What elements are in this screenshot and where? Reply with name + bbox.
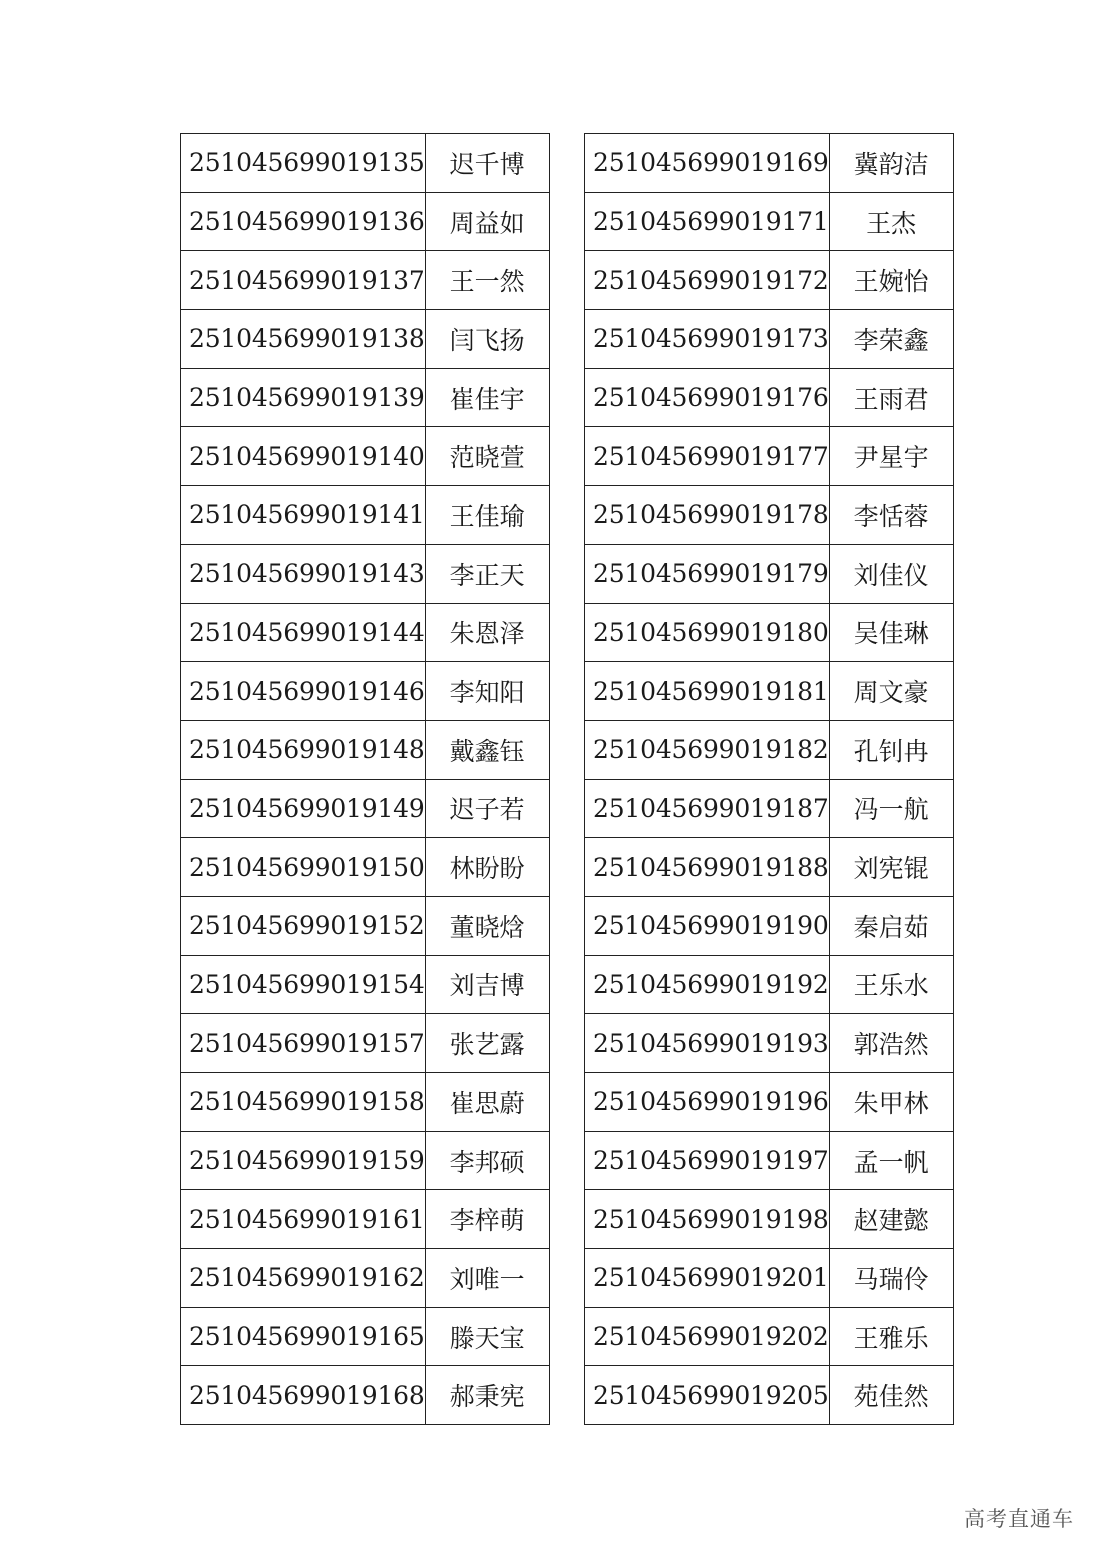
candidate-id-cell: 251045699019135 <box>181 134 426 193</box>
candidate-id-cell: 251045699019138 <box>181 310 426 369</box>
candidate-name-cell: 郭浩然 <box>829 1014 953 1073</box>
candidate-name-cell: 李邦硕 <box>425 1131 549 1190</box>
candidate-name-cell: 王佳瑜 <box>425 486 549 545</box>
candidate-name-cell: 崔思蔚 <box>425 1073 549 1132</box>
table-row <box>181 1307 550 1366</box>
candidate-id-cell: 251045699019202 <box>585 1307 830 1366</box>
candidate-name-cell: 王雨君 <box>829 368 953 427</box>
table-row <box>181 955 550 1014</box>
table-row <box>181 662 550 721</box>
candidate-id-cell: 251045699019169 <box>585 134 830 193</box>
table-row <box>181 486 550 545</box>
candidate-name-cell: 林盼盼 <box>425 838 549 897</box>
candidate-name-cell: 刘唯一 <box>425 1249 549 1308</box>
candidate-id-cell: 251045699019159 <box>181 1131 426 1190</box>
candidate-name-cell: 朱甲林 <box>829 1073 953 1132</box>
candidate-id-cell: 251045699019162 <box>181 1249 426 1308</box>
candidate-id-cell: 251045699019154 <box>181 955 426 1014</box>
candidate-name-cell: 马瑞伶 <box>829 1249 953 1308</box>
table-row <box>585 486 954 545</box>
candidate-id-cell: 251045699019146 <box>181 662 426 721</box>
table-row <box>585 1366 954 1425</box>
candidate-id-cell: 251045699019140 <box>181 427 426 486</box>
candidate-name-cell: 尹星宇 <box>829 427 953 486</box>
table-row <box>181 1190 550 1249</box>
candidate-id-cell: 251045699019136 <box>181 192 426 251</box>
watermark-text: 高考直通车 <box>964 1507 1074 1531</box>
candidate-name-cell: 周文豪 <box>829 662 953 721</box>
table-row <box>181 603 550 662</box>
table-row <box>585 662 954 721</box>
table-row <box>585 192 954 251</box>
candidate-name-cell: 迟子若 <box>425 779 549 838</box>
table-row <box>585 1073 954 1132</box>
candidate-id-cell: 251045699019201 <box>585 1249 830 1308</box>
table-row <box>181 1366 550 1425</box>
roster-table-left <box>180 133 550 1425</box>
candidate-id-cell: 251045699019193 <box>585 1014 830 1073</box>
candidate-id-cell: 251045699019173 <box>585 310 830 369</box>
table-row <box>181 192 550 251</box>
candidate-id-cell: 251045699019205 <box>585 1366 830 1425</box>
table-row <box>181 427 550 486</box>
candidate-name-cell: 朱恩泽 <box>425 603 549 662</box>
table-row <box>181 720 550 779</box>
table-row <box>585 955 954 1014</box>
candidate-name-cell: 孟一帆 <box>829 1131 953 1190</box>
candidate-name-cell: 李荣鑫 <box>829 310 953 369</box>
candidate-id-cell: 251045699019198 <box>585 1190 830 1249</box>
roster-table-right-body <box>585 134 954 1425</box>
candidate-id-cell: 251045699019165 <box>181 1307 426 1366</box>
candidate-id-cell: 251045699019161 <box>181 1190 426 1249</box>
candidate-id-cell: 251045699019196 <box>585 1073 830 1132</box>
table-row <box>181 368 550 427</box>
candidate-id-cell: 251045699019180 <box>585 603 830 662</box>
candidate-name-cell: 张艺露 <box>425 1014 549 1073</box>
candidate-id-cell: 251045699019137 <box>181 251 426 310</box>
candidate-name-cell: 吴佳琳 <box>829 603 953 662</box>
candidate-name-cell: 滕天宝 <box>425 1307 549 1366</box>
roster-table-right <box>584 133 954 1425</box>
candidate-id-cell: 251045699019171 <box>585 192 830 251</box>
candidate-name-cell: 范晓萱 <box>425 427 549 486</box>
table-row <box>585 368 954 427</box>
roster-table-left-body <box>181 134 550 1425</box>
candidate-id-cell: 251045699019168 <box>181 1366 426 1425</box>
table-row <box>181 1014 550 1073</box>
candidate-name-cell: 王一然 <box>425 251 549 310</box>
candidate-name-cell: 苑佳然 <box>829 1366 953 1425</box>
table-row <box>181 1249 550 1308</box>
table-row <box>585 1249 954 1308</box>
table-row <box>181 544 550 603</box>
candidate-name-cell: 冀韵洁 <box>829 134 953 193</box>
table-row <box>585 779 954 838</box>
table-row <box>585 838 954 897</box>
table-row <box>181 134 550 193</box>
table-row <box>585 1131 954 1190</box>
candidate-id-cell: 251045699019178 <box>585 486 830 545</box>
candidate-name-cell: 董晓焓 <box>425 896 549 955</box>
table-row <box>585 720 954 779</box>
table-row <box>181 779 550 838</box>
table-row <box>585 427 954 486</box>
candidate-id-cell: 251045699019181 <box>585 662 830 721</box>
table-row <box>585 251 954 310</box>
table-row <box>181 310 550 369</box>
candidate-id-cell: 251045699019143 <box>181 544 426 603</box>
table-row <box>181 1131 550 1190</box>
candidate-id-cell: 251045699019177 <box>585 427 830 486</box>
candidate-name-cell: 郝秉宪 <box>425 1366 549 1425</box>
candidate-name-cell: 王婉怡 <box>829 251 953 310</box>
candidate-id-cell: 251045699019197 <box>585 1131 830 1190</box>
candidate-id-cell: 251045699019144 <box>181 603 426 662</box>
table-row <box>181 896 550 955</box>
table-row <box>585 1014 954 1073</box>
candidate-id-cell: 251045699019157 <box>181 1014 426 1073</box>
table-row <box>585 310 954 369</box>
candidate-name-cell: 周益如 <box>425 192 549 251</box>
table-row <box>585 1190 954 1249</box>
candidate-id-cell: 251045699019190 <box>585 896 830 955</box>
candidate-name-cell: 秦启茹 <box>829 896 953 955</box>
candidate-name-cell: 孔钊冉 <box>829 720 953 779</box>
candidate-id-cell: 251045699019149 <box>181 779 426 838</box>
candidate-name-cell: 刘宪锟 <box>829 838 953 897</box>
candidate-name-cell: 李正天 <box>425 544 549 603</box>
table-row <box>585 134 954 193</box>
table-row <box>181 838 550 897</box>
candidate-id-cell: 251045699019141 <box>181 486 426 545</box>
table-row <box>181 1073 550 1132</box>
candidate-name-cell: 崔佳宇 <box>425 368 549 427</box>
candidate-name-cell: 王杰 <box>829 192 953 251</box>
table-row <box>181 251 550 310</box>
candidate-name-cell: 冯一航 <box>829 779 953 838</box>
table-row <box>585 896 954 955</box>
table-row <box>585 544 954 603</box>
candidate-id-cell: 251045699019188 <box>585 838 830 897</box>
candidate-id-cell: 251045699019172 <box>585 251 830 310</box>
candidate-id-cell: 251045699019148 <box>181 720 426 779</box>
candidate-name-cell: 戴鑫钰 <box>425 720 549 779</box>
candidate-id-cell: 251045699019179 <box>585 544 830 603</box>
candidate-id-cell: 251045699019150 <box>181 838 426 897</box>
candidate-name-cell: 迟千博 <box>425 134 549 193</box>
candidate-name-cell: 李恬蓉 <box>829 486 953 545</box>
candidate-id-cell: 251045699019139 <box>181 368 426 427</box>
candidate-name-cell: 刘吉博 <box>425 955 549 1014</box>
candidate-name-cell: 王雅乐 <box>829 1307 953 1366</box>
candidate-id-cell: 251045699019176 <box>585 368 830 427</box>
candidate-name-cell: 李梓萌 <box>425 1190 549 1249</box>
candidate-name-cell: 李知阳 <box>425 662 549 721</box>
candidate-name-cell: 王乐水 <box>829 955 953 1014</box>
candidate-name-cell: 赵建懿 <box>829 1190 953 1249</box>
candidate-id-cell: 251045699019182 <box>585 720 830 779</box>
candidate-id-cell: 251045699019158 <box>181 1073 426 1132</box>
table-row <box>585 1307 954 1366</box>
table-row <box>585 603 954 662</box>
candidate-id-cell: 251045699019152 <box>181 896 426 955</box>
candidate-name-cell: 刘佳仪 <box>829 544 953 603</box>
candidate-id-cell: 251045699019187 <box>585 779 830 838</box>
candidate-id-cell: 251045699019192 <box>585 955 830 1014</box>
candidate-name-cell: 闫飞扬 <box>425 310 549 369</box>
